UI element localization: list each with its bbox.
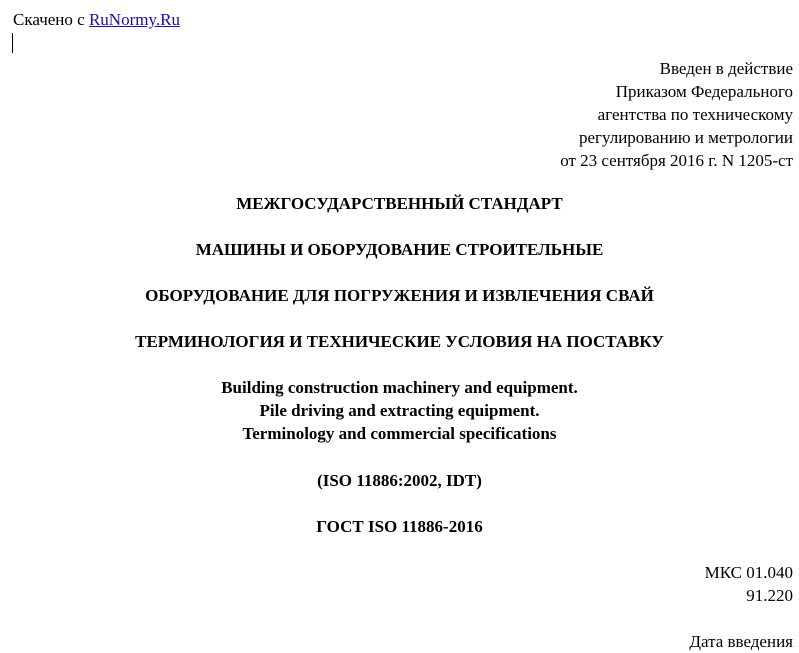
title-line-2: ОБОРУДОВАНИЕ ДЛЯ ПОГРУЖЕНИЯ И ИЗВЛЕЧЕНИЯ СВАЙ <box>145 286 654 305</box>
source-line <box>13 10 180 30</box>
approval-line: от 23 сентября 2016 г. N 1205-ст <box>560 151 793 170</box>
approval-line: регулированию и метрологии <box>578 128 793 147</box>
iso-reference: (ISO 11886:2002, IDT) <box>317 471 482 490</box>
english-title-line: Pile driving and extracting equipment. <box>259 401 540 420</box>
approval-line: агентства по техническому <box>597 105 793 124</box>
intro-date-label: Дата введения <box>689 632 793 651</box>
gost-number: ГОСТ ISO 11886-2016 <box>316 517 483 536</box>
source-prefix: Скачено с <box>13 10 89 29</box>
english-title-line: Terminology and commercial specifications <box>242 424 557 443</box>
approval-block <box>560 57 793 172</box>
classification-block <box>705 561 793 607</box>
english-title-line: Building construction machinery and equipment. <box>221 378 578 397</box>
source-link[interactable]: RuNormy.Ru <box>88 10 180 29</box>
title-line-3: ТЕРМИНОЛОГИЯ И ТЕХНИЧЕСКИЕ УСЛОВИЯ НА ПОСТАВКУ <box>135 332 664 351</box>
text-cursor <box>12 33 13 53</box>
standard-type-heading: МЕЖГОСУДАРСТВЕННЫЙ СТАНДАРТ <box>236 194 563 213</box>
mks-line-1: МКС 01.040 <box>704 563 793 582</box>
approval-line: Введен в действие <box>659 59 793 78</box>
title-line-1: МАШИНЫ И ОБОРУДОВАНИЕ СТРОИТЕЛЬНЫЕ <box>195 240 604 259</box>
approval-line: Приказом Федерального <box>615 82 793 101</box>
mks-line-2: 91.220 <box>746 586 793 605</box>
english-title <box>0 376 799 445</box>
